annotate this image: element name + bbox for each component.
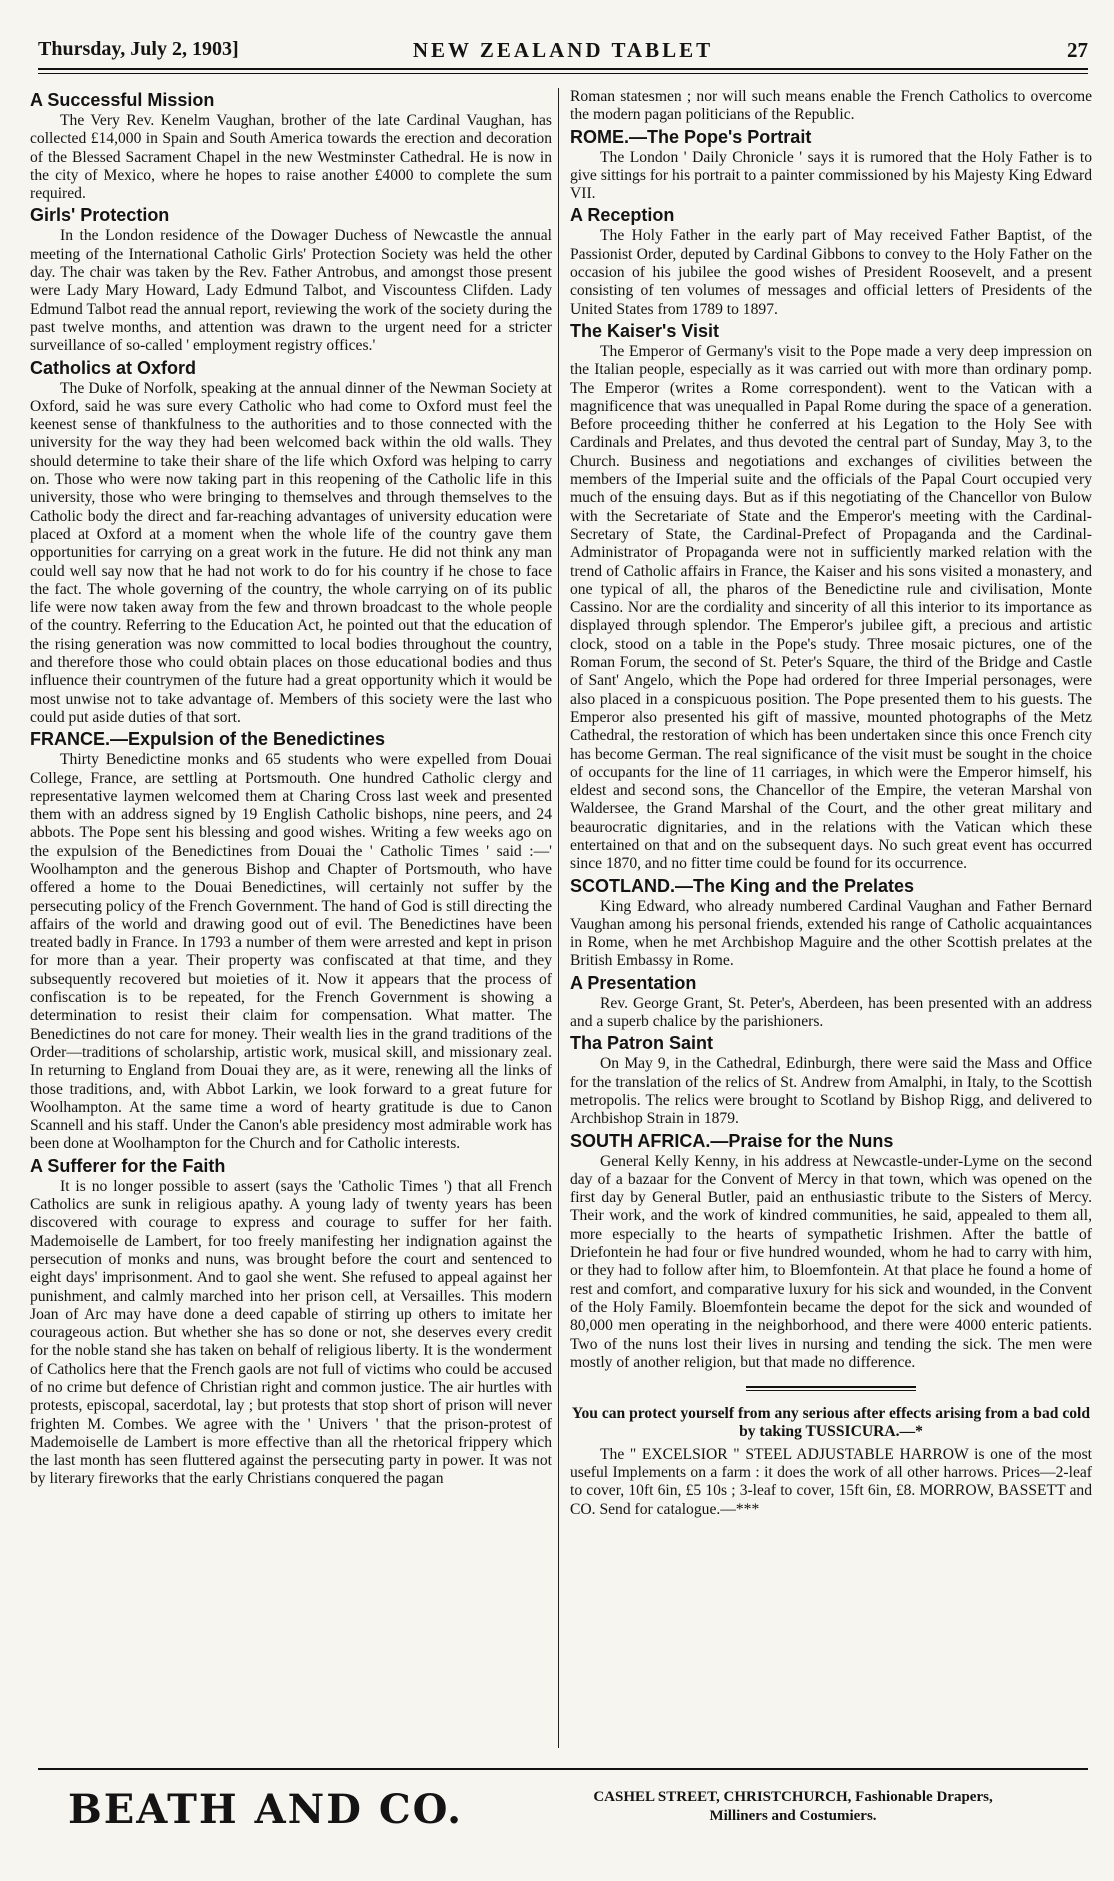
article-heading: A Presentation [570, 972, 697, 993]
article [30, 729, 552, 1154]
article-heading: SOUTH AFRICA.—Praise for the Nuns [570, 1130, 894, 1151]
article-paragraph: Rev. George Grant, St. Peter's, Aberdeen, has been presented with an address and a superb chalice by the parishioners. [570, 994, 1092, 1031]
article [30, 1156, 552, 1489]
article [570, 876, 1092, 971]
footer-rule [38, 1768, 1088, 1770]
column-divider [558, 88, 559, 1748]
article-heading: A Reception [570, 205, 675, 226]
article-paragraph: In the London residence of the Dowager Duchess of Newcastle the annual meeting of the International Catholic Girls' Protection Society was held the other day. The chair was taken by the Rev. Father Antrobus, and amongst those present were Lady Mary Howard, Lady Edmund Talbot, and Viscountess Clifden. Lady Edmund Talbot read the annual report, reviewing the work of the society during the past twelve months, and attention was drawn to the urgent need for a stricter surveillance of so-called ' employment registry offices.' [30, 227, 552, 355]
article-heading: A Successful Mission [30, 90, 215, 110]
article-heading: A Sufferer for the Faith [30, 1155, 226, 1176]
article-paragraph: King Edward, who already numbered Cardinal Vaughan and Father Bernard Vaughan among his personal friends, extended his range of Catholic acquaintances in Rome, when he met Archbishop Maguire and the other Scottish prelates at the British Embassy in Rome. [570, 897, 1092, 970]
article-heading: The Kaiser's Visit [570, 320, 720, 341]
right-column [570, 88, 1092, 1748]
article-paragraph: The Holy Father in the early part of May received Father Baptist, of the Passionist Order, deputed by Cardinal Gibbons to convey to the Holy Father on the occasion of his jubilee the good wishes of President Roosevelt, and a present consisting of ten volumes of messages and official letters of Presidents of the United States from 1789 to 1897. [570, 227, 1092, 318]
footer-advertisement [38, 1780, 1088, 1850]
left-column [30, 88, 552, 1748]
article [570, 1033, 1092, 1128]
article-paragraph: General Kelly Kenny, in his address at Newcastle-under-Lyme on the second day of a bazaar for the Convent of Mercy in that town, which was opened on the first day by General Butler, paid an enthusiastic tribute to the Sisters of Mercy. Their work, and the work of kindred communities, he said, appealed to them all, more especially to the hearts of sympathetic Irishmen. After the battle of Driefontein he had four or five hundred wounded, whom he had to carry with him, or they had to follow after him, to Bloemfontein. At that place he found a home of rest and comfort, and comparative luxury for his sick and wounded, in the Convent of the Holy Family. Bloemfontein became the depot for the sick and wounded of 80,000 men operating in the neighborhood, and there were 4000 enteric patients. Two of the nuns lost their lives in nursing and tending the sick. The men were mostly of another religion, but that made no difference. [570, 1152, 1092, 1371]
header-rule [38, 73, 1088, 74]
advertisement-harrow: The " EXCELSIOR " STEEL ADJUSTABLE HARROW is one of the most useful Implements on a farm : it does the work of all other harrows. Prices—2-leaf to cover, 10ft 6in, £5 10s ; 3-leaf to cover, 15ft 6in, £8. MORROW, BASSETT and CO. Send for catalogue.—*** [570, 1445, 1092, 1518]
address-line: Milliners and Costumiers. [709, 1808, 877, 1824]
issue-date: Thursday, July 2, 1903] [38, 38, 239, 60]
article-paragraph: Roman statesmen ; nor will such means enable the French Catholics to overcome the modern pagan politicians of the Republic. [570, 88, 1092, 124]
article-heading: Girls' Protection [30, 205, 170, 226]
article [30, 90, 552, 203]
section-separator [746, 1386, 916, 1391]
page-number: 27 [1067, 38, 1088, 62]
article-paragraph: The Very Rev. Kenelm Vaughan, brother of the late Cardinal Vaughan, has collected £14,000 in Spain and South America towards the erection and decoration of the Blessed Sacrament Chapel in the new Westminster Cathedral. He is now in the city of Mexico, where he hopes to raise another £4000 to complete the sum required. [30, 112, 552, 203]
article-paragraph: The Emperor of Germany's visit to the Pope made a very deep impression on the Italian people, especially as it was carried out with more than ordinary pomp. The Emperor (writes a Rome correspondent). went to the Vatican with a magnificence that was unequalled in Papal Rome during the space of a generation. Before proceeding thither he conferred at his Legation to the Holy See with Cardinals and Prelates, and thus devoted the central part of Sunday, May 3, to the Church. Business and negotiations and exchanges of civilities between the members of the Imperial suite and the officials of the Papal Court occupied very much of the ensuing days. But as if this negotiating of the Chancellor von Bulow with the Secretariate of State and the Emperor's meeting with the Cardinal-Secretary of State, the Cardinal-Prefect of Propaganda and the Cardinal-Administrator of Propaganda were not in sufficiently marked relation with the trend of Catholic affairs in France, the Kaiser and his sons visited a monastery, and one typical of all, the pharos of the Benedictine rule and civilisation, Monte Cassino. Nor are the cordiality and sincerity of all this interior to its importance as displayed through splendor. The Emperor's jubilee gift, a precious and artistic clock, stood on a table in the Pope's study. Three mosaic pictures, one of the Roman Forum, the second of St. Peter's Square, the third of the Bridge and Castle of Sant' Angelo, which the Pope had ordered for three Imperial personages, were also placed in a conspicuous position. The Pope presented them to his guests. The Emperor also presented his gift of massive, mounted photographs of the Metz Cathedral, the restoration of which has been undertaken since this once French city has become German. The real significance of the visit must be sought in the choice of occupants for the line of 11 carriages, in which were the Emperor himself, his eldest and second sons, the Chancellor of the Empire, the veteran Marshal von Waldersee, the Grand Marshal of the Court, and the other great military and beaurocratic dignitaries, and in the relations with the Vatican which these entertained on that and on the subsequent days. No such great event has occurred since 1870, and no fitter time could be found for its occurrence. [570, 342, 1092, 873]
article-heading: Catholics at Oxford [30, 357, 197, 378]
article-paragraph: Thirty Benedictine monks and 65 students who were expelled from Douai College, France, are settling at Portsmouth. One hundred Catholic clergy and representative laymen welcomed them at Charing Cross last week and presented them with an address signed by 19 English Catholic bishops, nine peers, and 24 abbots. The Pope sent his blessing and good wishes. Writing a few weeks ago on the expulsion of the Benedictines from Douai the ' Catholic Times ' said :—' Woolhampton and the generous Bishop and Chapter of Portsmouth, who have offered a home to the Douai Benedictines, will certainly not suffer by the persecuting policy of the French Government. The hand of God is still directing the affairs of the world and drawing good out of evil. The Benedictines have been treated badly in France. In 1793 a number of them were arrested and kept in prison for more than a year. Their property was confiscated at that time, and they subsequently recovered but moieties of it. Now it appears that the process of confiscation is to be repeated, for the French Government is showing a determination to resist their claim for compensation. What matter. The Benedictines do not care for money. Their wealth lies in the grand traditions of the Order—traditions of scholarship, artistic work, musical skill, and missionary zeal. In returning to England from Douai they are, as it were, renewing all the links of those traditions, and, with Abbot Larkin, we look forward to a great future for Woolhampton. At the same time a word of hearty gratitude is due to Canon Scannell and his staff. Under the Canon's able presidency most admirable work has been done at Woolhampton for the Church and for Catholic interests. [30, 751, 552, 1153]
article [570, 973, 1092, 1032]
article-paragraph: The Duke of Norfolk, speaking at the annual dinner of the Newman Society at Oxford, said he was sure every Catholic who had come to Oxford must feel the keenest sense of thankfulness to the authorities and to those connected with the university for the way they had been welcomed back within the old walls. They should determine to take their share of the life which Oxford was helping to carry on. Those who were now taking part in this reopening of the Catholic life in this university, those who were bringing to themselves and through themselves to the Catholic body the direct and far-reaching advantages of university education were placed at Oxford at a moment when the whole life of the country gave them opportunities for carrying on a great work in the future. He did not think any man could well say now that he had not work to do for his country if he chose to face the fact. The whole governing of the country, the whole carrying on of its public life were now taken away from the few and thrown broadcast to the whole people of the country. Referring to the Education Act, he pointed out that the education of the rising generation was now committed to local bodies throughout the country, and therefore those who could obtain places on those educational bodies and thus influence their countrymen of the future had a great opportunity which it would be most unwise not to take advantage of. Members of this society were the last who could put aside duties of that sort. [30, 379, 552, 726]
article-heading: ROME.—The Pope's Portrait [570, 126, 812, 147]
article-paragraph: The London ' Daily Chronicle ' says it is rumored that the Holy Father is to give sittings for his portrait to a painter commissioned by his Majesty King Edward VII. [570, 148, 1092, 203]
article-heading: SCOTLAND.—The King and the Prelates [570, 875, 915, 896]
article [570, 205, 1092, 318]
article [570, 321, 1092, 874]
article [30, 205, 552, 355]
article-heading: Tha Patron Saint [570, 1033, 714, 1054]
article-paragraph: It is no longer possible to assert (says the 'Catholic Times ') that all French Catholics are sunk in religious apathy. A young lady of twenty years has been discovered with courage to express and courage to suffer for her faith. Mademoiselle de Lambert, for too freely manifesting her indignation against the persecution of monks and nuns, was brought before the court and sentenced to eight days' imprisonment. And to gaol she went. She refused to appeal against her punishment, and calmly marched into her prison cell, at Versailles. This modern Joan of Arc may have done a deed capable of stirring up others to imitate her courageous action. But whether she has so done or not, she deserves every credit for the noble stand she has taken on behalf of religious liberty. It is the wonderment of Catholics here that the French gaols are not full of victims who could be accused of no crime but defence of Christian right and common justice. The air hurtles with protests, episcopal, sacerdotal, lay ; but protests that stop short of prison will never frighten M. Combes. We agree with the ' Univers ' that the prison-protest of Mademoiselle de Lambert is more effective than all the rhetorical frippery which the last month has seen fluttered against the persecuting party in power. It was not by literary fireworks that the early Christians conquered the pagan [30, 1177, 552, 1488]
advertisement-tussicura: You can protect yourself from any serious after effects arising from a bad cold by taking TUSSICURA.—* [571, 1405, 1091, 1441]
article [570, 1131, 1092, 1373]
publication-title: NEW ZEALAND TABLET [412, 38, 714, 62]
article-heading: FRANCE.—Expulsion of the Benedictines [30, 729, 386, 750]
brand-name: BEATH AND CO. [68, 1786, 464, 1833]
article [30, 358, 552, 728]
article-continuation [570, 88, 1092, 125]
page-header [38, 38, 1088, 70]
brand-address [513, 1788, 1073, 1826]
article [570, 127, 1092, 204]
article-paragraph: On May 9, in the Cathedral, Edinburgh, there were said the Mass and Office for the translation of the relics of St. Andrew from Amalphi, in Italy, to the Scottish metropolis. The relics were brought to Scotland by Bishop Rigg, and delivered to Archbishop Strain in 1879. [570, 1055, 1092, 1128]
address-line: CASHEL STREET, CHRISTCHURCH, Fashionable Drapers, [593, 1789, 993, 1805]
